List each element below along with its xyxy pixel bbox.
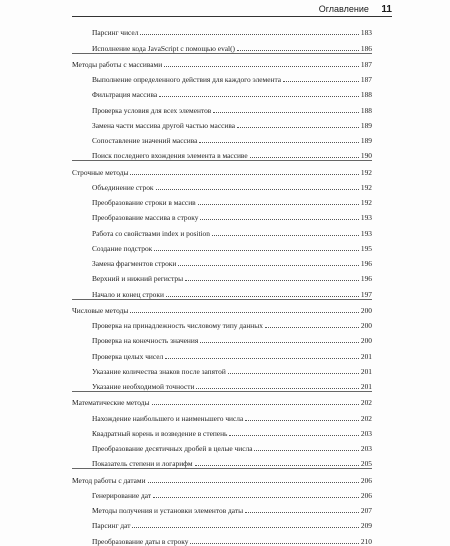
toc-entry-title: Парсинг дат [92, 521, 131, 531]
toc-entry-page: 206 [360, 490, 372, 500]
toc-entry-page: 197 [360, 289, 372, 299]
toc-entry-title: Проверка условия для всех элементов [92, 105, 212, 115]
dot-leader [132, 527, 358, 528]
dot-leader [250, 157, 359, 158]
toc-entry-page: 202 [360, 398, 372, 408]
toc-entry-page: 200 [360, 305, 372, 315]
toc-entry [72, 222, 372, 237]
dot-leader [245, 420, 359, 421]
toc-entry-page: 206 [360, 475, 372, 485]
toc-entry [72, 438, 372, 453]
toc-entry-page: 188 [360, 90, 372, 100]
toc-entry [72, 453, 372, 468]
toc-section-entry [72, 53, 372, 69]
toc-entry-page: 189 [360, 120, 372, 130]
toc-entry [72, 99, 372, 114]
toc-entry [72, 500, 372, 515]
toc-entry-page: 188 [360, 105, 372, 115]
toc-entry-title: Работа со свойствами index и position [92, 228, 210, 238]
toc-entry-title: Фильтрация массива [92, 90, 158, 100]
toc-entry [72, 177, 372, 192]
dot-leader [152, 404, 359, 405]
toc-entry-title: Числовые методы [72, 305, 129, 315]
toc-entry-title: Замена фрагментов строки [92, 259, 177, 268]
dot-leader [237, 50, 359, 51]
toc-entry [72, 37, 372, 52]
dot-leader [130, 174, 358, 175]
toc-entry-page: 203 [360, 444, 372, 453]
dot-leader [140, 34, 359, 35]
toc-entry-page: 201 [360, 351, 372, 361]
toc-entry [72, 485, 372, 500]
toc-entry-title: Указание необходимой точности [92, 382, 195, 391]
toc-entry-title: Создание подстрок [92, 243, 153, 253]
header-title: Оглавление [318, 4, 369, 14]
dot-leader [228, 373, 359, 374]
toc-entry [72, 330, 372, 345]
toc-entry-title: Метод работы с датами [72, 475, 146, 485]
dot-leader [265, 327, 359, 328]
toc-entry-page: 200 [360, 336, 372, 346]
toc-entry-page: 195 [360, 243, 372, 253]
dot-leader [212, 235, 359, 236]
toc-entry-title: Указание количества знаков после запятой [92, 366, 226, 376]
toc-entry-page: 202 [360, 413, 372, 423]
toc-entry-page: 201 [360, 382, 372, 391]
toc-entry-page: 183 [360, 28, 372, 38]
dot-leader [156, 189, 359, 190]
toc-entry-title: Преобразование массива в строку [92, 213, 199, 223]
toc-entry-page: 203 [360, 428, 372, 438]
toc-entry [72, 69, 372, 84]
toc-entry [72, 22, 372, 37]
toc-entry [72, 238, 372, 253]
toc-entry-title: Проверка целых чисел [92, 351, 164, 361]
dot-leader [159, 96, 359, 97]
dot-leader [190, 543, 358, 544]
dot-leader [229, 435, 358, 436]
toc-entry-page: 190 [360, 151, 372, 161]
toc-entry-page: 187 [360, 75, 372, 84]
toc-entry [72, 253, 372, 268]
dot-leader [200, 342, 359, 343]
toc-entry [72, 530, 372, 545]
toc-entry-title: Верхний и нижний регистры [92, 274, 184, 284]
table-of-contents [72, 22, 372, 546]
toc-entry-page: 196 [360, 274, 372, 284]
toc-entry-title: Преобразование десятичных дробей в целые числа [92, 444, 253, 453]
toc-entry [72, 361, 372, 376]
toc-entry [72, 207, 372, 222]
toc-entry-page: 193 [360, 213, 372, 223]
toc-entry-page: 192 [360, 167, 372, 177]
dot-leader [254, 450, 358, 451]
toc-section-entry [72, 468, 372, 484]
toc-entry [72, 130, 372, 145]
toc-entry-page: 209 [360, 521, 372, 531]
toc-entry-page: 196 [360, 259, 372, 268]
dot-leader [237, 127, 359, 128]
toc-entry [72, 315, 372, 330]
toc-entry-title: Поиск последнего вхождения элемента в массиве [92, 151, 248, 161]
toc-entry [72, 423, 372, 438]
toc-entry-title: Замена части массива другой частью массива [92, 120, 236, 130]
dot-leader [148, 482, 359, 483]
toc-entry-title: Парсинг чисел [92, 28, 139, 38]
toc-entry-title: Методы получения и установки элементов даты [92, 506, 244, 515]
dot-leader [166, 296, 359, 297]
toc-entry-title: Выполнение определенного действия для каждого элемента [92, 75, 282, 84]
toc-entry-title: Преобразование строки в массив [92, 198, 196, 207]
toc-section-entry [72, 160, 372, 176]
dot-leader [245, 512, 359, 513]
toc-entry-page: 192 [360, 182, 372, 192]
page-number: 11 [381, 4, 392, 15]
toc-entry-title: Генерирование дат [92, 490, 152, 500]
toc-entry-title: Показатель степени и логарифм [92, 459, 193, 469]
toc-section-entry [72, 299, 372, 315]
dot-leader [213, 112, 359, 113]
toc-entry [72, 407, 372, 422]
toc-entry-title: Нахождение наибольшего и наименьшего числа [92, 413, 244, 423]
dot-leader [164, 66, 359, 67]
header-rule [72, 16, 392, 17]
toc-entry-page: 192 [360, 198, 372, 207]
toc-entry-page: 205 [360, 459, 372, 469]
toc-entry-page: 186 [360, 43, 372, 53]
dot-leader [196, 388, 358, 389]
toc-entry-page: 200 [360, 321, 372, 330]
toc-entry-title: Преобразование даты в строку [92, 536, 189, 546]
toc-entry [72, 345, 372, 360]
dot-leader [165, 358, 359, 359]
toc-entry [72, 283, 372, 298]
dot-leader [283, 81, 359, 82]
toc-entry-title: Строчные методы [72, 167, 129, 177]
toc-entry-title: Методы работы с массивами [72, 59, 163, 69]
dot-leader [130, 312, 359, 313]
toc-entry-title: Объединение строк [92, 182, 154, 192]
toc-entry [72, 268, 372, 283]
dot-leader [185, 280, 359, 281]
dot-leader [199, 142, 359, 143]
toc-entry-page: 201 [360, 366, 372, 376]
toc-entry-title: Сопоставление значений массива [92, 136, 198, 145]
dot-leader [154, 250, 359, 251]
toc-entry-page: 187 [360, 59, 372, 69]
toc-entry [72, 115, 372, 130]
toc-entry-title: Проверка на конечность значения [92, 336, 199, 346]
toc-entry-title: Исполнение кода JavaScript с помощью eval() [92, 43, 236, 53]
dot-leader [153, 497, 359, 498]
toc-entry-page: 189 [360, 136, 372, 145]
toc-entry [72, 515, 372, 530]
toc-entry-page: 210 [360, 536, 372, 546]
dot-leader [200, 219, 358, 220]
dot-leader [198, 204, 359, 205]
toc-entry-page: 193 [360, 228, 372, 238]
toc-entry [72, 145, 372, 160]
toc-entry-title: Квадратный корень и возведение в степень [92, 428, 228, 438]
toc-entry [72, 192, 372, 207]
toc-entry-title: Математические методы [72, 398, 150, 408]
toc-section-entry [72, 391, 372, 407]
dot-leader [178, 265, 359, 266]
toc-entry-page: 207 [360, 506, 372, 515]
toc-entry [72, 84, 372, 99]
toc-entry-title: Проверка на принадлежность числовому типу данных [92, 321, 263, 330]
toc-entry-title: Начало и конец строки [92, 289, 164, 299]
dot-leader [195, 465, 359, 466]
toc-entry [72, 376, 372, 391]
